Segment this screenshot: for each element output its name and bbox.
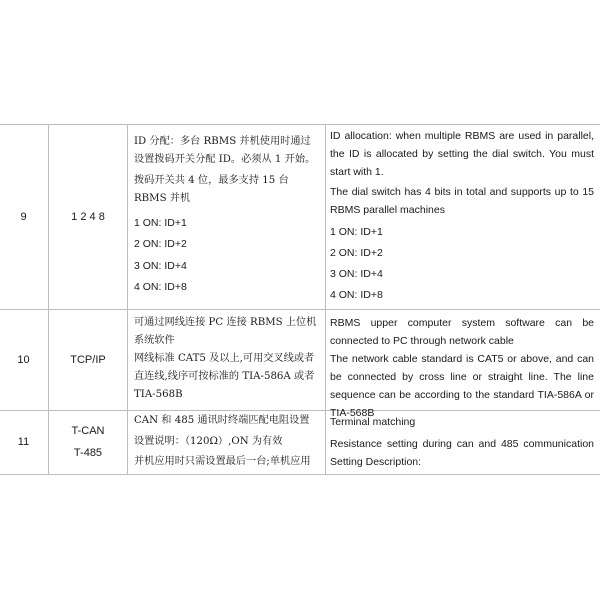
cn-paragraph: 4 ON: ID+8: [134, 281, 187, 293]
cn-paragraph: 并机应用时只需设置最后一台;单机应用: [134, 456, 311, 467]
chinese-description: [127, 410, 325, 474]
table-row: [0, 309, 600, 419]
en-paragraph: 4 ON: ID+8: [330, 289, 383, 301]
chinese-description: [127, 309, 325, 410]
cn-paragraph: 设置说明：（120Ω）,ON 为有效: [134, 436, 283, 447]
english-description: [325, 410, 600, 474]
cn-paragraph: 3 ON: ID+4: [134, 260, 187, 272]
cn-paragraph: 拨码开关共 4 位，最多支持 15 台 RBMS 并机: [134, 175, 289, 204]
row-number: 10: [17, 353, 30, 366]
port-name: TCP/IP: [70, 353, 106, 366]
en-paragraph: Resistance setting during can and 485 communication Setting Description:: [330, 438, 594, 468]
table-row: [0, 125, 600, 310]
en-paragraph: 2 ON: ID+2: [330, 247, 383, 259]
english-description: [325, 125, 600, 309]
cn-paragraph: 1 ON: ID+1: [134, 217, 187, 229]
en-paragraph: Terminal matching: [330, 416, 416, 428]
port-name-cell: [48, 309, 127, 410]
row-number: 11: [17, 436, 30, 448]
spec-table: [0, 124, 600, 468]
row-number-cell: [0, 410, 47, 474]
english-description: [325, 309, 600, 419]
cn-paragraph: 可通过网线连接 PC 连接 RBMS 上位机系统软件: [134, 317, 317, 346]
en-paragraph: The network cable standard is CAT5 or above, and can be connected by cross line or straight line. The line sequence can be according to the standard TIA-586A or TIA-568B: [330, 353, 594, 419]
port-name: T-485: [73, 447, 103, 459]
table-row: [0, 410, 600, 475]
en-paragraph: 1 ON: ID+1: [330, 226, 383, 238]
cn-paragraph: 2 ON: ID+2: [134, 238, 187, 250]
en-paragraph: ID allocation: when multiple RBMS are used in parallel, the ID is allocated by setting the dial switch. You must start with 1.: [330, 130, 594, 178]
en-paragraph: RBMS upper computer system software can be connected to PC through network cable: [330, 317, 594, 347]
cn-paragraph: 网线标准 CAT5 及以上,可用交叉线或者直连线,线序可按标准的 TIA-586A 或者 TIA-568B: [134, 353, 315, 400]
chinese-description: [127, 125, 325, 309]
row-number: 9: [20, 211, 27, 223]
cn-paragraph: CAN 和 485 通讯时终端匹配电阻设置: [134, 415, 310, 426]
row-number-cell: [0, 309, 47, 410]
port-name: T-CAN: [71, 425, 105, 437]
en-paragraph: The dial switch has 4 bits in total and supports up to 15 RBMS parallel machines: [330, 186, 594, 216]
port-name-cell: [48, 125, 127, 309]
cn-paragraph: ID 分配：多台 RBMS 并机使用时通过设置拨码开关分配 ID。必须从 1 开始。: [134, 136, 316, 165]
en-paragraph: 3 ON: ID+4: [330, 268, 383, 280]
port-name-cell: [48, 410, 127, 474]
row-number-cell: [0, 125, 47, 309]
port-name: 1 2 4 8: [71, 211, 105, 223]
